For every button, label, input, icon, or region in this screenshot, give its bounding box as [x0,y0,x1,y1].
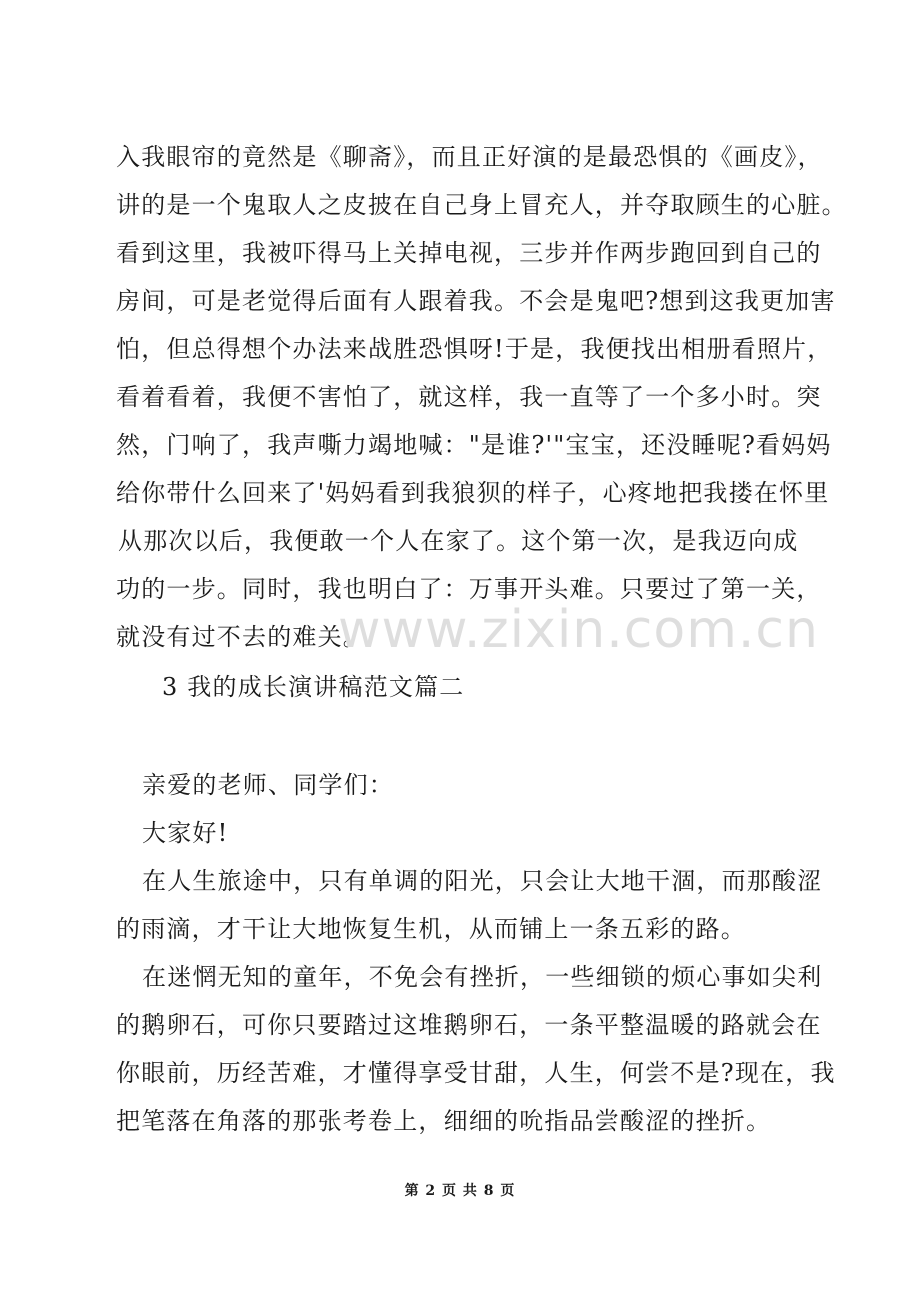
text-line: 你眼前，历经苦难，才懂得享受甘甜，人生，何尝不是?现在，我 [116,1059,836,1087]
text-line: 从那次以后，我便敢一个人在家了。这个第一次，是我迈向成 [118,527,799,555]
text-line: 的鹅卵石，可你只要踏过这堆鹅卵石，一条平整温暖的路就会在 [116,1011,822,1039]
text-line: 入我眼帘的竟然是《聊斋》，而且正好演的是最恐惧的《画皮》， [116,143,823,171]
text-line: 功的一步。同时，我也明白了：万事开头难。只要过了第一关， [116,575,822,603]
text-line: 的雨滴，才干让大地恢复生机，从而铺上一条五彩的路。 [116,915,746,943]
text-line: 房间，可是老觉得后面有人跟着我。不会是鬼吧?想到这我更加害 [116,287,836,315]
greeting: 大家好! [142,819,229,847]
section-heading: 3 我的成长演讲稿范文篇二 [162,673,465,701]
page-footer: 第 2 页 共 8 页 [404,1183,516,1199]
text-line: 然，门响了，我声嘶力竭地喊："是谁?'"宝宝，还没睡呢?看妈妈 [116,431,832,459]
text-line: 把笔落在角落的那张考卷上，细细的吮指品尝酸涩的挫折。 [116,1107,772,1135]
text-line: 在人生旅途中，只有单调的阳光，只会让大地干涸，而那酸涩 [142,867,823,895]
text-line: 给你带什么回来了'妈妈看到我狼狈的样子，心疼地把我搂在怀里 [116,479,830,507]
salutation: 亲爱的老师、同学们： [142,771,394,799]
text-line: 讲的是一个鬼取人之皮披在自己身上冒充人，并夺取顾生的心脏。 [116,191,847,219]
text-line: 看着看着，我便不害怕了，就这样，我一直等了一个多小时。突 [116,383,822,411]
text-line: 看到这里，我被吓得马上关掉电视，三步并作两步跑回到自己的 [116,239,822,267]
text-line: 就没有过不去的难关。 [116,623,368,651]
text-line: 怕，但总得想个办法来战胜恐惧呀!于是，我便找出相册看照片， [116,335,833,363]
watermark: www.zixin.com.cn [338,600,819,660]
text-line: 在迷惘无知的童年，不免会有挫折，一些细锁的烦心事如尖利 [142,963,823,991]
